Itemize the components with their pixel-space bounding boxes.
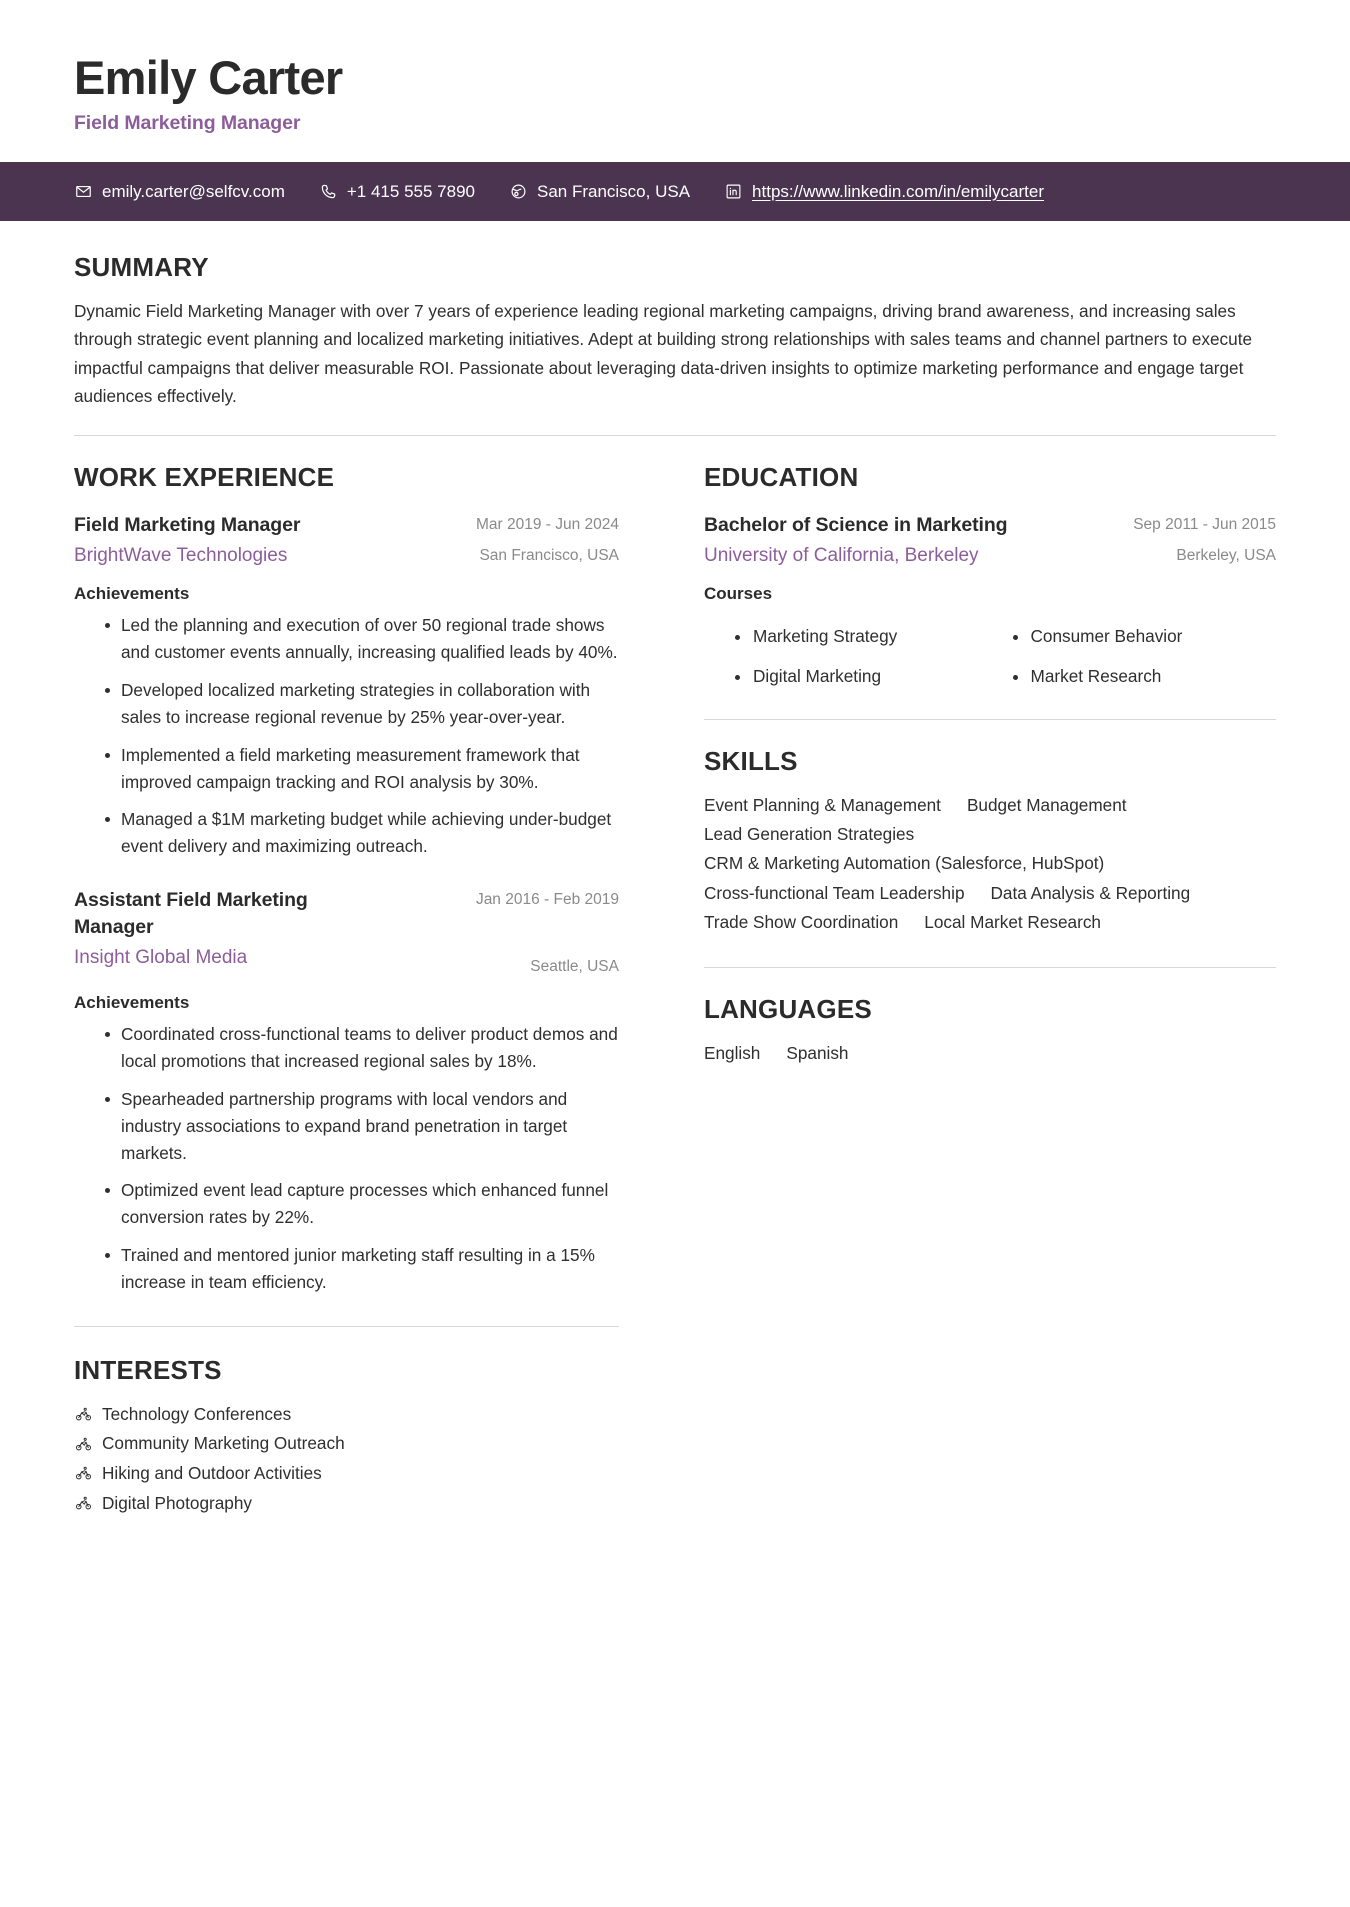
work-location: San Francisco, USA bbox=[479, 546, 619, 564]
skills-section bbox=[704, 720, 1276, 937]
list-item: CRM & Marketing Automation (Salesforce, HubSpot) bbox=[704, 853, 1105, 874]
interests-title: INTERESTS bbox=[74, 1354, 222, 1385]
summary-text: Dynamic Field Marketing Manager with over 7 years of experience leading regional marketing campaigns, driving brand awareness, and increasing sales through strategic event planning and localized marketing initiatives. Adept at building strong relationships with sales teams and channel partners to execute impactful campaigns that deliver measurable ROI. Passionate about leveraging data-driven insights to optimize marketing performance and engage target audiences effectively. bbox=[74, 300, 1253, 407]
skills-list bbox=[704, 791, 1264, 937]
courses-list bbox=[704, 610, 1276, 690]
list-item: Budget Management bbox=[966, 795, 1127, 815]
list-item: Lead Generation Strategies bbox=[704, 824, 915, 845]
education-institution: University of California, Berkeley bbox=[704, 544, 979, 566]
linkedin-icon bbox=[724, 182, 743, 201]
interest-label: Technology Conferences bbox=[102, 1403, 292, 1424]
globe-icon bbox=[509, 182, 528, 201]
list-item: Local Market Research bbox=[924, 911, 1101, 932]
interest-label: Community Marketing Outreach bbox=[102, 1433, 345, 1454]
contact-email-text: emily.carter@selfcv.com bbox=[102, 181, 285, 201]
interests-section bbox=[74, 1327, 619, 1518]
work-entry bbox=[74, 512, 619, 860]
bicycle-icon bbox=[74, 1464, 93, 1483]
work-organization: Insight Global Media bbox=[74, 946, 248, 968]
work-achievements-list bbox=[74, 1021, 619, 1295]
list-item: Managed a $1M marketing budget while achieving under-budget event delivery and maximizing outreach. bbox=[105, 806, 619, 860]
education-title: EDUCATION bbox=[704, 461, 859, 492]
interest-label: Digital Photography bbox=[102, 1492, 253, 1513]
bicycle-icon bbox=[74, 1494, 93, 1513]
list-item: Led the planning and execution of over 50 regional trade shows and customer events annually, increasing qualified leads by 40%. bbox=[105, 612, 619, 666]
languages-title: LANGUAGES bbox=[704, 994, 872, 1025]
education-entry bbox=[704, 512, 1276, 690]
contact-location-text: San Francisco, USA bbox=[536, 181, 691, 201]
list-item: Trained and mentored junior marketing staff resulting in a 15% increase in team efficiency. bbox=[105, 1242, 619, 1296]
work-date: Jan 2016 - Feb 2019 bbox=[475, 891, 619, 909]
work-role: Assistant Field Marketing Manager bbox=[74, 889, 308, 938]
work-organization: BrightWave Technologies bbox=[74, 544, 288, 566]
work-date: Mar 2019 - Jun 2024 bbox=[475, 515, 619, 533]
left-column bbox=[74, 436, 659, 1518]
right-column bbox=[659, 436, 1276, 1518]
main-columns bbox=[74, 436, 1276, 1518]
contact-phone[interactable] bbox=[319, 182, 475, 201]
contact-bar bbox=[0, 162, 1350, 221]
contact-phone-text: +1 415 555 7890 bbox=[346, 181, 475, 201]
resume-content bbox=[0, 221, 1350, 1518]
bicycle-icon bbox=[74, 1435, 93, 1454]
education-section bbox=[704, 436, 1276, 690]
interest-label: Hiking and Outdoor Activities bbox=[102, 1462, 322, 1483]
list-item bbox=[74, 1400, 619, 1430]
list-item bbox=[74, 1489, 619, 1519]
contact-linkedin[interactable] bbox=[724, 182, 1044, 201]
work-location: Seattle, USA bbox=[530, 958, 619, 976]
summary-title: SUMMARY bbox=[74, 251, 209, 282]
education-degree: Bachelor of Science in Marketing bbox=[704, 513, 1008, 536]
list-item: Digital Marketing bbox=[735, 664, 999, 690]
list-item bbox=[74, 1429, 619, 1459]
skills-title: SKILLS bbox=[704, 746, 798, 776]
list-item: Consumer Behavior bbox=[1013, 624, 1277, 650]
list-item: Coordinated cross-functional teams to deliver product demos and local promotions that increased regional sales by 18%. bbox=[105, 1021, 619, 1075]
work-entry bbox=[74, 887, 619, 1296]
list-item: Optimized event lead capture processes which enhanced funnel conversion rates by 22%. bbox=[105, 1177, 619, 1231]
education-location: Berkeley, USA bbox=[1176, 546, 1276, 564]
summary-section bbox=[74, 221, 1276, 411]
work-experience-section bbox=[74, 436, 619, 1296]
candidate-name: Emily Carter bbox=[74, 51, 343, 104]
list-item: Implemented a field marketing measurement framework that improved campaign tracking and ROI analysis by 30%. bbox=[105, 742, 619, 796]
resume-header bbox=[0, 0, 1350, 135]
contact-linkedin-link[interactable]: https://www.linkedin.com/in/emilycarter bbox=[752, 181, 1044, 201]
courses-label: Courses bbox=[704, 584, 773, 604]
list-item: English bbox=[704, 1043, 761, 1064]
languages-section bbox=[704, 968, 1276, 1068]
list-item: Cross-functional Team Leadership bbox=[704, 882, 965, 903]
work-entry-header bbox=[74, 512, 619, 569]
education-date: Sep 2011 - Jun 2015 bbox=[1133, 515, 1276, 533]
education-entry-header bbox=[704, 512, 1276, 569]
list-item: Market Research bbox=[1013, 664, 1277, 690]
list-item: Event Planning & Management bbox=[704, 795, 941, 815]
bicycle-icon bbox=[74, 1405, 93, 1424]
list-item: Data Analysis & Reporting bbox=[990, 882, 1191, 903]
contact-location bbox=[509, 182, 690, 201]
candidate-job-title: Field Marketing Manager bbox=[74, 111, 301, 134]
achievements-label: Achievements bbox=[74, 584, 190, 604]
list-item: Spearheaded partnership programs with local vendors and industry associations to expand brand penetration in target markets. bbox=[105, 1086, 619, 1166]
work-role: Field Marketing Manager bbox=[74, 513, 301, 536]
phone-icon bbox=[319, 182, 338, 201]
list-item bbox=[74, 1459, 619, 1489]
interests-list bbox=[74, 1400, 619, 1518]
list-item: Trade Show Coordination bbox=[704, 911, 899, 932]
list-item: Marketing Strategy bbox=[735, 624, 999, 650]
envelope-icon bbox=[74, 182, 93, 201]
work-achievements-list bbox=[74, 612, 619, 860]
list-item: Developed localized marketing strategies in collaboration with sales to increase regional revenue by 25% year-over-year. bbox=[105, 677, 619, 731]
list-item: Spanish bbox=[786, 1043, 849, 1064]
achievements-label: Achievements bbox=[74, 993, 190, 1013]
work-experience-title: WORK EXPERIENCE bbox=[74, 461, 335, 492]
languages-list bbox=[704, 1039, 1264, 1068]
contact-email[interactable] bbox=[74, 182, 285, 201]
work-entry-header bbox=[74, 887, 619, 977]
